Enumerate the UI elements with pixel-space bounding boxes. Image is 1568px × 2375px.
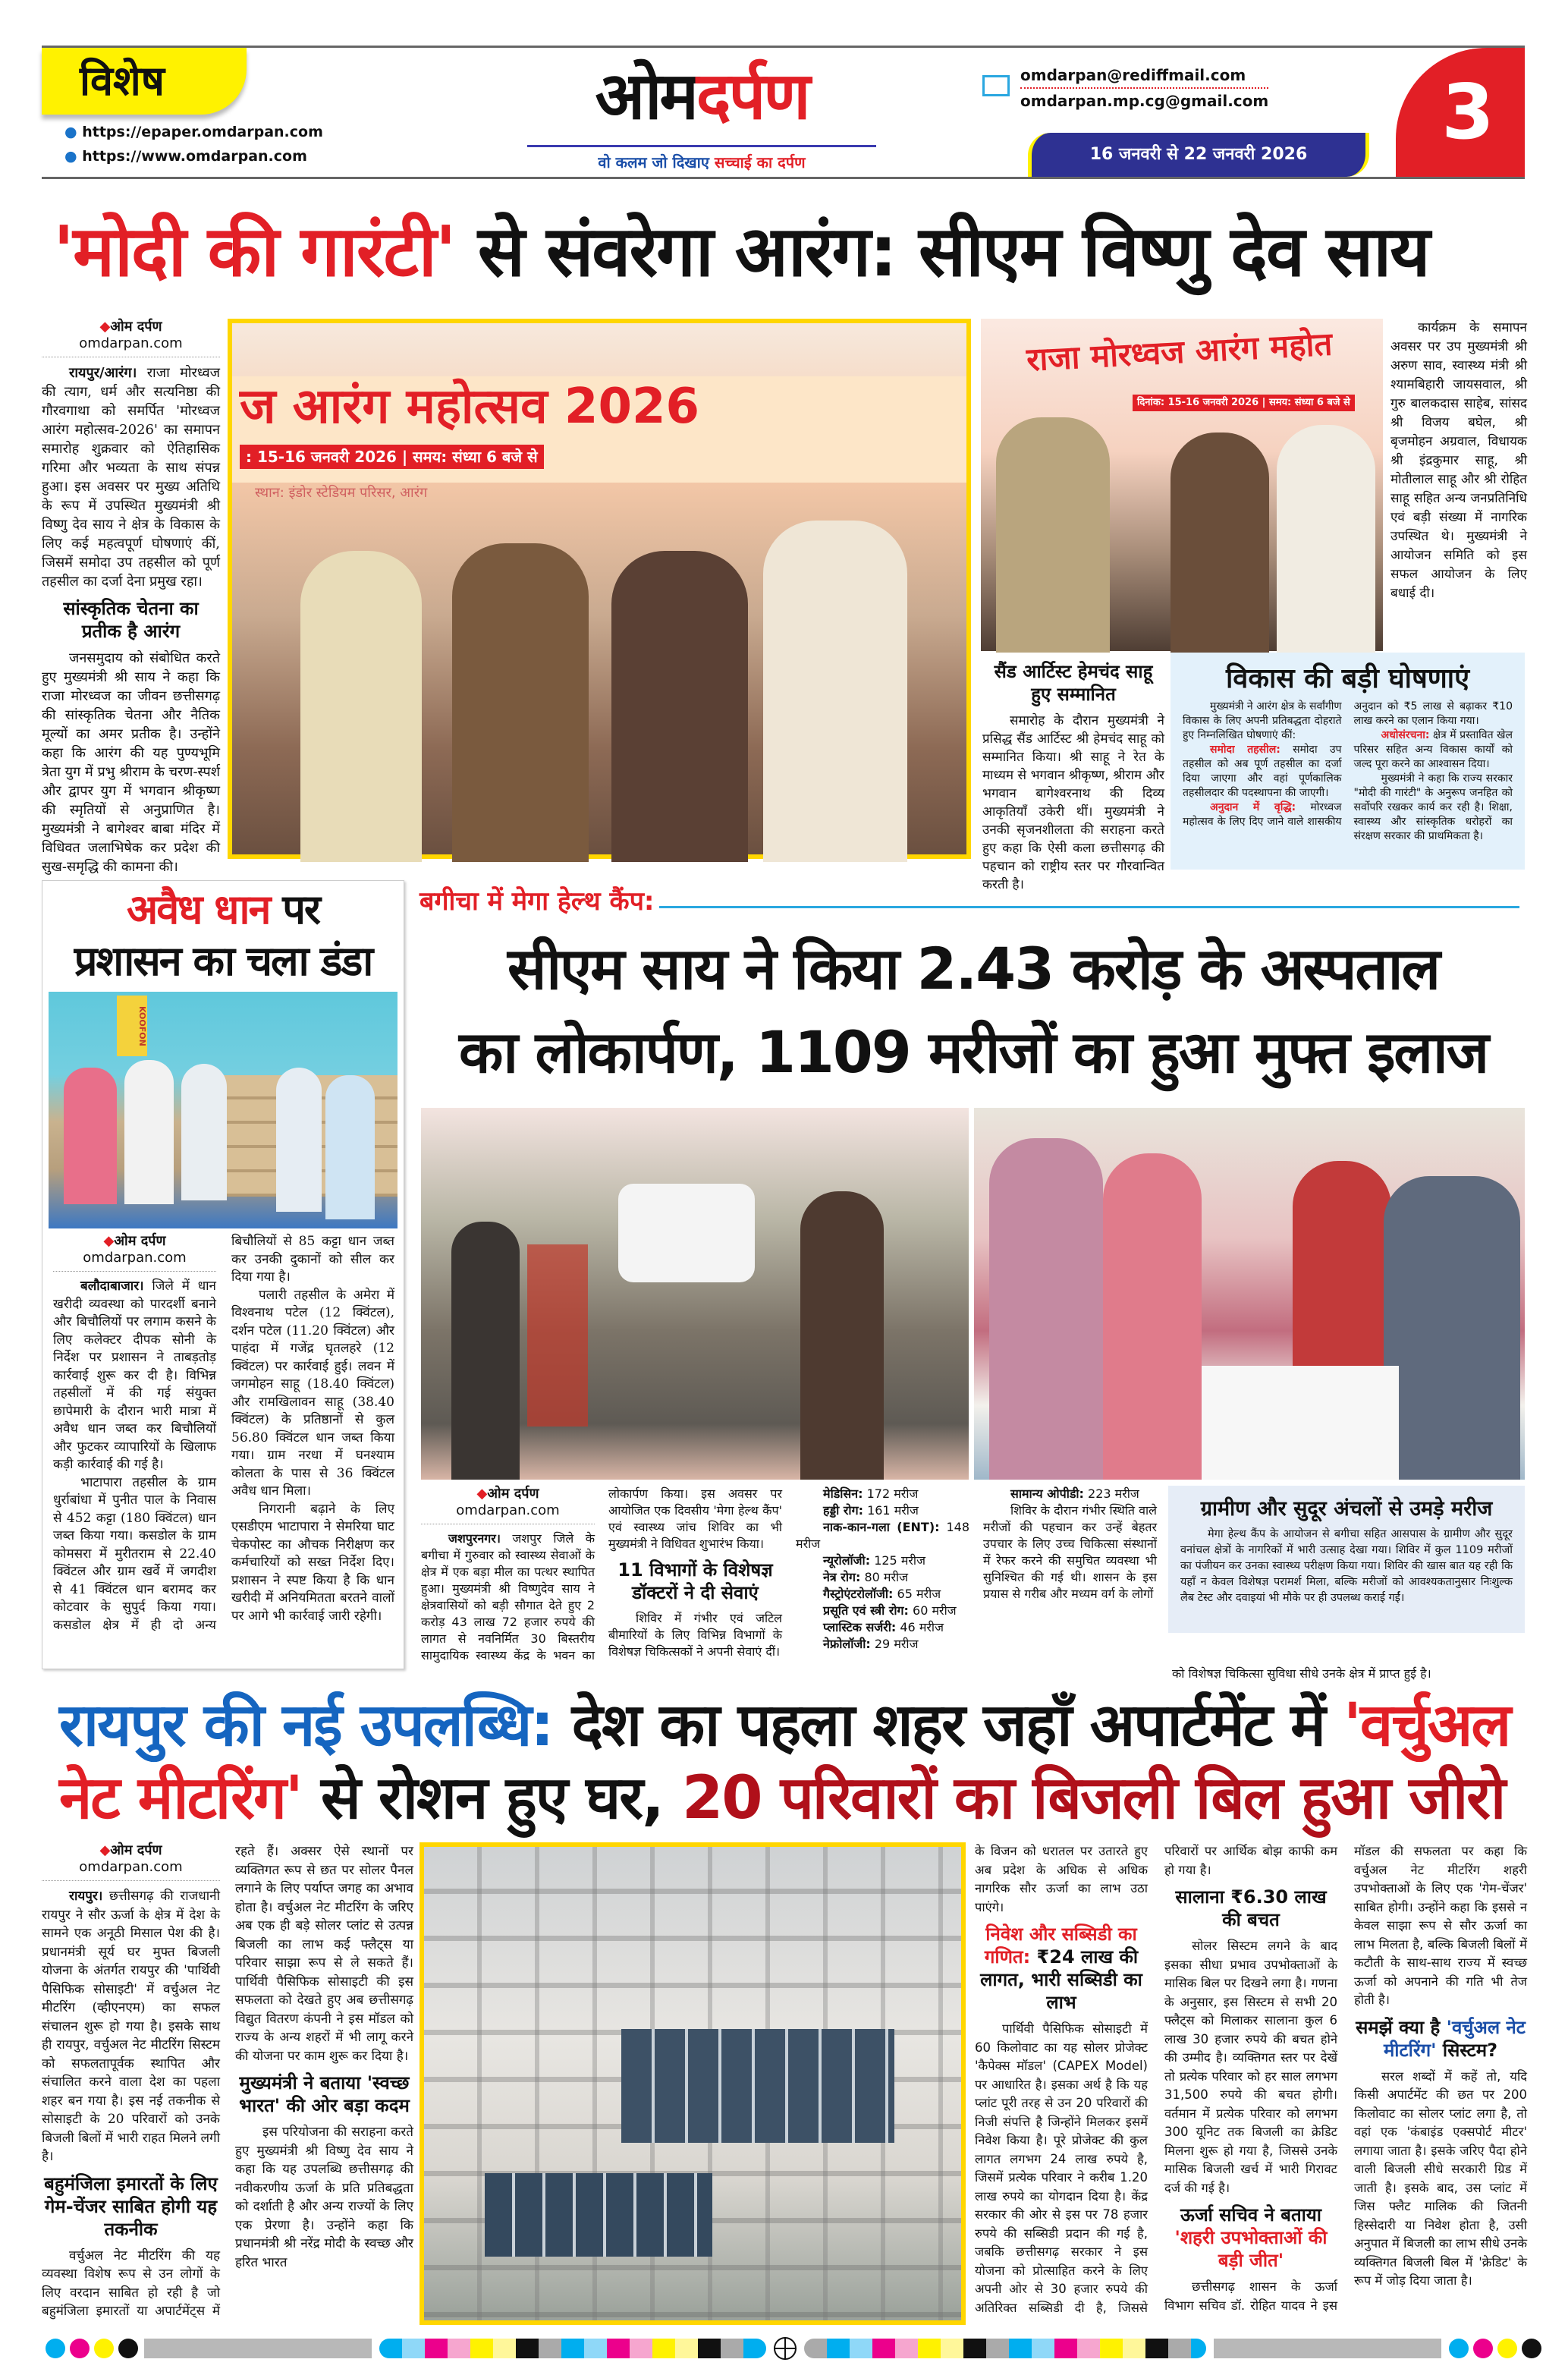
paragraph: नाक-कान-गला (ENT): 148 मरीज [796, 1520, 970, 1551]
lead-text: हड्डी रोग: [823, 1503, 863, 1518]
lead-text: समोदा तहसील: [1210, 744, 1280, 756]
paragraph: सामान्य ओपीडी: 223 मरीज [1010, 1486, 1139, 1501]
diamond-icon: ◆ [476, 1486, 488, 1502]
byline: ◆ओम दर्पण omdarpan.com [421, 1486, 595, 1524]
paragraph: प्लास्टिक सर्जरी: 46 मरीज [823, 1620, 944, 1634]
subheading: ऊर्जा सचिव ने बताया 'शहरी उपभोक्ताओं की बड़ी जीत' [1174, 2204, 1328, 2271]
website-url[interactable]: ● https://www.omdarpan.com [64, 148, 307, 165]
email-2[interactable]: omdarpan.mp.cg@gmail.com [1020, 92, 1269, 110]
story3-text [421, 1486, 1157, 1665]
paragraph: शिविर में गंभीर एवं जटिल बीमारियों के लिए विभिन्न विभागों के विशेषज्ञ चिकित्सकों ने अपनी सेवाएं दीं। [608, 1611, 782, 1659]
lead-text: प्रसूति एवं स्त्री रोग: [823, 1603, 909, 1618]
magenta-dot [70, 2339, 90, 2358]
contact-emails [1020, 63, 1268, 113]
story4-headline: रायपुर की नई उपलब्धि: देश का पहला शहर जहाँ अपार्टमेंट में 'वर्चुअल नेट मीटरिंग' से रोशन हुए घर, 20 परिवारों का बिजली बिल हुआ जीरो [59, 1691, 1510, 1832]
lead-text: नेत्र रोग: [823, 1570, 861, 1584]
paragraph: भाटापारा तहसील के ग्राम धुर्राबांधा में पुनीत पाल के निवास से 452 कट्टा (180 क्विंटल) धान जब्त किया गया। कसडोल के ग्राम कोमसरा में मुरीतराम से 22.40 क्विंटल और ग्राम खर्वे में जगदीश से 41 क्विंटल धान बरामद कर कोटवार के सुपुर्द किया गया। कसडोल क्षेत्र में ही दो अन्य बिचौलियों से 85 कट्टा धान जब्त कर उनकी दुकानों को सील कर दिया गया है। [53, 1234, 394, 1633]
paddy-seizure-story [42, 880, 404, 1669]
paragraph: शिविर के दौरान गंभीर स्थिति वाले मरीजों की पहचान कर उन्हें बेहतर उपचार के लिए उच्च चिकित्सा संस्थानों में रेफर करने की समुचित व्यवस्था भी सुनिश्चित की गई थी। शासन के इस प्रयास से गरीब और मध्यम वर्ग के लोगों [983, 1503, 1157, 1601]
story3-tail-text: को विशेषज्ञ चिकित्सा सुविधा सीधे उनके क्षेत्र में प्राप्त हुई है। [1172, 1666, 1431, 1681]
story4-right-text [975, 1842, 1527, 2328]
magenta-dot [1473, 2339, 1493, 2358]
lead-text: रायपुर। [69, 1889, 103, 1904]
photo-seized-paddy: KOOFON [49, 992, 397, 1228]
paragraph: वर्चुअल नेट मीटरिंग की यह व्यवस्था विशेष रूप से उन लोगों के लिए वरदान साबित हो रही है जो बहुमंजिला इमारतों या अपार्टमेंट्स में रहते हैं। अक्सर ऐसे स्थानों पर व्यक्तिगत रूप से छत पर सोलर पैनल लगाने के लिए पर्याप्त जगह का अभाव होता है। वर्चुअल नेट मीटरिंग के जरिए अब एक ही बड़े सोलर प्लांट से उत्पन्न बिजली का लाभ कई फ्लैट्स या परिवार साझा रूप से ले सकते हैं। पार्थिवी पैसिफिक सोसाइटी की इस सफलता को देखते हुए अब छत्तीसगढ़ विद्युत वितरण कंपनी ने इस मॉडल को राज्य के अन्य शहरों में भी लागू करने की योजना पर काम शुरू कर दिया है। [42, 1844, 413, 2319]
story3-kicker: बगीचा में मेगा हेल्थ कैंप: [419, 886, 1527, 917]
globe-icon: ● [64, 148, 77, 165]
paragraph: रायपुर। छत्तीसगढ़ की राजधानी रायपुर ने सौर ऊर्जा के क्षेत्र में देश के सामने एक अनूठी मिसाल पेश की है। प्रधानमंत्री सूर्य घर मुफ्त बिजली योजना के अंतर्गत रायपुर की 'पार्थिवी पैसिफिक सोसाइटी' में वर्चुअल नेट मीटरिंग (व्हीएनएम) का सफल संचालन शुरू हो गया है। इसके साथ ही रायपुर, वर्चुअल नेट मीटरिंग सिस्टम को सफलतापूर्वक स्थापित और संचालित करने वाला देश का पहला शहर बन गया है। इस नई तकनीक से सोसाइटी के 20 परिवारों को उनके बिजली बिलों में भारी राहत मिलने लगी है। [42, 1889, 220, 2164]
tagline: वो कलम जो दिखाए सच्चाई का दर्पण [527, 145, 876, 172]
yellow-dot [1497, 2339, 1517, 2358]
paragraph: मुख्यमंत्री ने कहा कि राज्य सरकार "मोदी की गारंटी" के अनुरूप जनहित को सर्वोपरि रखकर कार्य कर रही है। शिक्षा, स्वास्थ्य और सांस्कृतिक धरोहरों का संरक्षण सरकार की प्राथमिकता है। [1353, 772, 1513, 842]
diamond-icon: ◆ [103, 1233, 115, 1249]
paragraph: कार्यक्रम के समापन अवसर पर उप मुख्यमंत्री श्री अरुण साव, स्वास्थ्य मंत्री श्री श्यामबिहारी जायसवाल, श्री गुरु बालकदास साहेब, सांसद श्री विजय बघेल, श्री बृजमोहन अग्रवाल, विधायक श्री इंद्रकुमार साहू, श्री मोतीलाल साहू और श्री रोहित साहू सहित अन्य जनप्रतिनिधि एवं बड़ी संख्या में नागरिक उपस्थित थे। मुख्यमंत्री ने आयोजन समिति को इस सफल आयोजन के लिए बधाई दी। [1390, 320, 1527, 601]
story4-left-text [42, 1842, 413, 2328]
story3-headline: सीएम साय ने किया 2.43 करोड़ के अस्पताल का लोकार्पण, 1109 मरीजों का हुआ मुफ्त इलाज [458, 935, 1488, 1086]
newspaper-logo: ओमदर्पण [595, 58, 809, 134]
cyan-dot [46, 2339, 65, 2358]
lead-text: रायपुर/आरंग। [69, 365, 137, 381]
mail-icon [982, 75, 1010, 96]
subheading: समझें क्या है 'वर्चुअल नेट मीटरिंग' सिस्टम? [1356, 2016, 1526, 2061]
subheading: बहुमंजिला इमारतों के लिए गेम-चेंजर साबित होगी यह तकनीक [44, 2172, 218, 2240]
sand-artist-section [982, 654, 1164, 892]
diamond-icon: ◆ [99, 319, 111, 335]
paragraph: अधोसंरचना: क्षेत्र में प्रस्तावित खेल परिसर सहित अन्य विकास कार्यों को जल्द पूरा करने का आश्वासन दिया। [1353, 729, 1513, 770]
lead-text: अनुदान में वृद्धि: [1210, 801, 1296, 813]
byline: ◆ओम दर्पण omdarpan.com [42, 319, 220, 357]
paragraph: समारोह के दौरान मुख्यमंत्री ने प्रसिद्ध सैंड आर्टिस्ट श्री हेमचंद साहू को सम्मानित किया। श्री साहू ने रेत के माध्यम से भगवान श्रीकृष्ण, श्रीराम और भगवान बागेश्वरनाथ की दिव्य आकृतियाँ उकेरी थीं। मुख्यमंत्री ने उनकी सृजनशीलता की सराहना करते हुए कहा कि ऐसी कला छत्तीसगढ़ की पहचान को राष्ट्रीय स्तर पर गौरवान्वित करती है। [982, 713, 1164, 892]
paragraph: सोलर सिस्टम लगने के बाद इसका सीधा प्रभाव उपभोक्ताओं के मासिक बिल पर दिखने लगा है। गणना के अनुसार, इस सिस्टम से सभी 20 फ्लैट्स को मिलाकर सालाना कुल 6 लाख 30 हजार रुपये की बचत होने की उम्मीद है। व्यक्तिगत स्तर पर देखें तो प्रत्येक परिवार को हर साल लगभग 31,500 रुपये की बचत होगी। वर्तमान में प्रत्येक परिवार को लगभग 300 यूनिट तक बिजली का क्रेडिट मिलना शुरू हो गया है, जिससे उनके मासिक बिजली खर्च में भारी गिरावट दर्ज की गई है। [1164, 1939, 1337, 2195]
lead-text: अधोसंरचना: [1381, 729, 1430, 741]
rural-patients-box: ग्रामीण और सुदूर अंचलों से उमड़े मरीज मेगा हेल्थ कैंप के आयोजन से बगीचा सहित आसपास के ग्रामीण और सुदूर वनांचल क्षेत्रों के नागरिकों में भारी उत्साह देखा गया। शिविर में कुल 1109 मरीजों का पंजीयन कर उनका स्वास्थ्य परीक्षण किया गया। शिविर की खास बात यह रही कि यहाँ न केवल विशेषज्ञ परामर्श मिला, बल्कि मरीजों को आवश्यकतानुसार निःशुल्क लैब टेस्ट और दवाइयां भी मौके पर ही उपलब्ध कराई गईं। [1168, 1486, 1525, 1633]
paragraph: जनसमुदाय को संबोधित करते हुए मुख्यमंत्री श्री साय ने कहा कि राजा मोरध्वज का जीवन छत्तीसगढ़ की सांस्कृतिक चेतना और नैतिक मूल्यों का अमर प्रतीक है। उन्होंने कहा कि आरंग की यह पुण्यभूमि त्रेता युग में प्रभु श्रीराम के चरण-स्पर्श और द्वापर युग में भगवान श्रीकृष्ण की स्मृतियों से अनुप्राणित है। मुख्यमंत्री ने बागेश्वर बाबा मंदिर में विधिवत जलाभिषेक कर प्रदेश की सुख-समृद्धि की कामना की। [42, 650, 220, 875]
lead-text: प्लास्टिक सर्जरी: [823, 1620, 897, 1634]
main-headline: 'मोदी की गारंटी' से संवरेगा आरंग: सीएम विष्णु देव साय [53, 211, 1429, 292]
subheading: सांस्कृतिक चेतना का प्रतीक है आरंग [63, 598, 199, 642]
epaper-url[interactable]: ● https://epaper.omdarpan.com [64, 124, 323, 140]
paragraph: मुख्यमंत्री ने आरंग क्षेत्र के सर्वांगीण विकास के लिए अपनी प्रतिबद्धता दोहराते हुए निम्नलिखित घोषणाएं कीं: [1183, 700, 1342, 741]
paragraph: हड्डी रोग: 161 मरीज [823, 1503, 919, 1518]
lead-text: बलौदाबाजार। [80, 1279, 144, 1294]
paragraph: जशपुरनगर। जशपुर जिले के बगीचा में गुरुवार को स्वास्थ्य सेवाओं के क्षेत्र में एक बड़ा मील का पत्थर स्थापित हुआ। मुख्यमंत्री श्री विष्णुदेव साय ने क्षेत्रवासियों को बड़ी सौगात देते हुए 2 करोड़ 43 लाख 72 हजार रुपये की लागत से नवनिर्मित 30 बिस्तरीय सामुदायिक स्वास्थ्य केंद्र के भवन का लोकार्पण किया। इस अवसर पर आयोजित एक दिवसीय 'मेगा हेल्थ कैंप' एवं स्वास्थ्य जांच शिविर का भी मुख्यमंत्री ने विधिवत शुभारंभ किया। [421, 1486, 782, 1662]
paragraph: गैस्ट्रोएंटरोलॉजी: 65 मरीज [823, 1587, 941, 1601]
paragraph: बलौदाबाजार। जिले में धान खरीदी व्यवस्था को पारदर्शी बनाने और बिचौलियों पर लगाम कसने के लिए कलेक्टर दीपक सोनी के निर्देश पर प्रशासन ने ताबड़तोड़ कार्रवाई शुरू कर दी है। विभिन्न तहसीलों में की गई संयुक्त छापेमारी के दौरान भारी मात्रा में अवैध धान जब्त कर बिचौलियों और फुटकर व्यापारियों के खिलाफ कड़ी कार्रवाई की गई है। [53, 1279, 216, 1472]
lead-text: सामान्य ओपीडी: [1010, 1486, 1084, 1501]
byline: ◆ओम दर्पण omdarpan.com [42, 1842, 220, 1881]
subheading: निवेश और सब्सिडी का गणित: ₹24 लाख की लागत, भारी सब्सिडी का लाभ [980, 1924, 1142, 2013]
photo-solar-apartment [419, 1842, 966, 2325]
paragraph: छत्तीसगढ़ शासन के ऊर्जा विभाग सचिव डॉ. रोहित यादव ने इस मॉडल की सफलता पर कहा कि वर्चुअल नेट मीटरिंग शहरी उपभोक्ताओं के लिए एक 'गेम-चेंजर' साबित होगी। उन्होंने कहा कि इससे न केवल साझा रूप से सौर ऊर्जा का लाभ मिलता है, बल्कि बिजली बिलों में कटौती के साथ-साथ राज्य में स्वच्छ ऊर्जा को अपनाने की गति भी तेज होती है। [1164, 1844, 1527, 2313]
paragraph: के विजन को धरातल पर उतारते हुए अब प्रदेश के अधिक से अधिक नागरिक सौर ऊर्जा का लाभ उठा पाएंगे। [975, 1844, 1148, 1914]
cyan-dot [1449, 2339, 1469, 2358]
lead-text: मेडिसिन: [823, 1486, 863, 1501]
photo-hospital-inauguration [421, 1108, 969, 1480]
black-dot [1522, 2339, 1541, 2358]
paragraph: समोदा तहसील: समोदा उप तहसील को अब पूर्ण तहसील का दर्जा दिया जाएगा और वहां पूर्णकालिक तहसीलदार की पदस्थापना की जाएगी। [1183, 744, 1342, 799]
gray-bar [144, 2339, 372, 2358]
story1-left-column [42, 319, 220, 875]
color-strip [379, 2339, 766, 2358]
byline: ◆ओम दर्पण omdarpan.com [53, 1233, 216, 1272]
paragraph: पलारी तहसील के अमेरा में विश्वनाथ पटेल (12 क्विंटल), दर्शन पटेल (11.20 क्विंटल) और पाहंदा में गजेंद्र घृतलहरे (12 क्विंटल) पर कार्रवाई हुई। लवन में जगमोहन साहू (18.40 क्विंटल) और रामखिलावन साहू (38.40 क्विंटल) के प्रतिष्ठानों से कुल 56.80 क्विंटल धान जब्त किया गया। ग्राम नरधा में घनश्याम कोलता के पास से 36 क्विंटल अवैध धान मिला। [231, 1287, 394, 1499]
diamond-icon: ◆ [99, 1842, 111, 1858]
paragraph: मेगा हेल्थ कैंप के आयोजन से बगीचा सहित आसपास के ग्रामीण और सुदूर वनांचल क्षेत्रों के नागरिकों में भारी उत्साह देखा गया। शिविर में कुल 1109 मरीजों का पंजीयन कर उनका स्वास्थ्य परीक्षण किया गया। शिविर की खास बात यह रही कि यहाँ न केवल विशेषज्ञ परामर्श मिला, बल्कि मरीजों को आवश्यकतानुसार निःशुल्क लैब टेस्ट और दवाइयां भी मौके पर ही उपलब्ध कराई गईं। [1180, 1528, 1513, 1604]
story2-text [53, 1233, 394, 1664]
story1-right-column [1390, 319, 1527, 622]
subheading: सैंड आर्टिस्ट हेमचंद साहू हुए सम्मानित [994, 661, 1153, 705]
crosshair-icon [774, 2337, 797, 2360]
lead-text: नेफ्रोलॉजी: [823, 1637, 871, 1651]
lead-text: गैस्ट्रोएंटरोलॉजी: [823, 1587, 894, 1601]
paragraph: रायपुर/आरंग। राजा मोरध्वज की त्याग, धर्म और सत्यनिष्ठा की गौरवगाथा को समर्पित 'मोरध्वज आरंग महोत्सव-2026' का समापन समारोह शुक्रवार को ऐतिहासिक गरिमा और भव्यता के साथ संपन्न हुआ। इस अवसर पर मुख्य अतिथि के रूप में उपस्थित मुख्यमंत्री श्री विष्णु देव साय ने क्षेत्र के विकास के लिए कई महत्वपूर्ण घोषणाएं कीं, जिसमें समोदा उप तहसील को पूर्ण तहसील का दर्जा देना प्रमुख रहा। [42, 365, 220, 590]
gray-bar [1214, 2339, 1441, 2358]
globe-icon: ● [64, 124, 77, 140]
photo-felicitation: राजा मोरध्वज आरंग महोत दिनांक: 15-16 जनवरी 2026 | समय: संध्या 6 बजे से [981, 319, 1383, 651]
paragraph: पार्थिवी पैसिफिक सोसाइटी में 60 किलोवाट का यह सोलर प्रोजेक्ट 'कैपेक्स मॉडल' (CAPEX Model) पर आधारित है। इसका अर्थ है कि यह प्लांट पूरी तरह से उन 20 परिवारों की निजी संपत्ति है जिन्होंने मिलकर इसमें निवेश किया है। पूरे प्रोजेक्ट की कुल लागत लगभग 24 लाख रुपये है, जिसमें प्रत्येक परिवार ने करीब 1.20 लाख रुपये का योगदान दिया है। केंद्र सरकार की ओर से इस पर 78 हजार रुपये की सब्सिडी प्रदान की गई है, जबकि छत्तीसगढ़ सरकार ने इस योजना को प्रोत्साहित करने के लिए अपनी ओर से 30 हजार रुपये की अतिरिक्त सब्सिडी दी है, जिससे परिवारों पर आर्थिक बोझ काफी कम हो गया है। [975, 1844, 1337, 2315]
yellow-dot [94, 2339, 114, 2358]
story2-headline-line1: अवैध धान पर [126, 886, 320, 933]
paragraph: अनुदान में वृद्धि: मोरध्वज महोत्सव के लिए दिए जाने वाले शासकीय अनुदान को ₹5 लाख से बढ़ाकर ₹10 लाख करने का एलान किया गया। [1183, 700, 1513, 828]
lead-text: न्यूरोलॉजी: [823, 1553, 871, 1568]
paragraph: इस परियोजना की सराहना करते हुए मुख्यमंत्री श्री विष्णु देव साय ने कहा कि यह उपलब्धि छत्तीसगढ़ की नवीकरणीय ऊर्जा के प्रति प्रतिबद्धता को दर्शाती है और अन्य राज्यों के लिए एक प्रेरणा है। उन्होंने कहा कि प्रधानमंत्री श्री नरेंद्र मोदी के स्वच्छ और हरित भारत [235, 2125, 413, 2270]
issue-date: 16 जनवरी से 22 जनवरी 2026 [1028, 133, 1369, 177]
page-number: 3 [1396, 48, 1525, 177]
paragraph: मेडिसिन: 172 मरीज [823, 1486, 919, 1501]
masthead [42, 46, 1525, 179]
story2-headline-line2: प्रशासन का चला डंडा [74, 937, 372, 985]
paragraph: नेत्र रोग: 80 मरीज [823, 1570, 909, 1584]
email-1[interactable]: omdarpan@rediffmail.com [1020, 63, 1268, 89]
subheading: सालाना ₹6.30 लाख की बचत [1175, 1886, 1327, 1930]
color-strip [804, 2339, 1206, 2358]
subheading: मुख्यमंत्री ने बताया 'स्वच्छ भारत' की ओर बड़ा कदम [239, 2072, 410, 2116]
development-announcements-box: विकास की बड़ी घोषणाएं मुख्यमंत्री ने आरंग क्षेत्र के सर्वांगीण विकास के लिए अपनी प्रतिबद्धता दोहराते हुए निम्नलिखित घोषणाएं कीं: समोदा तहसील: समोदा उप तहसील को अब पूर्ण तहसील का दर्जा दिया जाएगा और वहां पूर्णकालिक तहसीलदार की पदस्थापना की जाएगी। अनुदान में वृद्धि: मोरध्वज महोत्सव के लिए दिए जाने वाले शासकीय अनुदान को ₹5 लाख से बढ़ाकर ₹10 लाख करने का एलान किया गया। अधोसंरचना: क्षेत्र में प्रस्तावित खेल परिसर सहित अन्य विकास कार्यों को जल्द पूरा करने का आश्वासन दिया। मुख्यमंत्री ने कहा कि राज्य सरकार "मोदी की गारंटी" के अनुरूप जनहित को सर्वोपरि रखकर कार्य कर रही है। शिक्षा, स्वास्थ्य और सांस्कृतिक धरोहरों का संरक्षण सरकार की प्राथमिकता है। [1171, 653, 1525, 870]
paragraph: निगरानी बढ़ाने के लिए एसडीएम भाटापारा ने सेमरिया घाट चेकपोस्ट का औचक निरीक्षण कर कर्मचारियों को सख्त निर्देश दिए। प्रशासन ने स्पष्ट किया है कि धान खरीदी में अनियमितता बरतने वालों पर आगे भी कार्रवाई जारी रहेगी। [231, 1501, 394, 1624]
subheading: 11 विभागों के विशेषज्ञ डॉक्टरों ने दी सेवाएं [617, 1559, 773, 1603]
black-dot [118, 2339, 138, 2358]
photo-health-camp [974, 1108, 1525, 1480]
section-label: विशेष [42, 48, 247, 115]
lead-text: नाक-कान-गला (ENT): [823, 1520, 940, 1534]
paragraph: सरल शब्दों में कहें तो, यदि किसी अपार्टमेंट की छत पर 200 किलोवाट का सोलर प्लांट लगा है, तो वहां एक 'कंबाइंड एक्सपोर्ट मीटर' लगाया जाता है। इसके जरिए पैदा होने वाली बिजली सीधे सरकारी ग्रिड में जाती है। इसके बाद, उस प्लांट में जिस फ्लैट मालिक की जितनी हिस्सेदारी या निवेश होता है, उसी अनुपात में बिजली का लाभ सीधे उनके व्यक्तिगत बिजली बिल में 'क्रेडिट' के रूप में जोड़ दिया जाता है। [1354, 2068, 1528, 2288]
lead-text: जशपुरनगर। [448, 1531, 501, 1546]
paragraph: नेफ्रोलॉजी: 29 मरीज [823, 1637, 919, 1651]
paragraph: न्यूरोलॉजी: 125 मरीज [823, 1553, 925, 1568]
paragraph: प्रसूति एवं स्त्री रोग: 60 मरीज [823, 1603, 957, 1618]
photo-cm-at-mahotsav: ज आरंग महोत्सव 2026 : 15-16 जनवरी 2026 | समय: संध्या 6 बजे से स्थान: इंडोर स्टेडियम परिसर, आरंग [228, 319, 971, 859]
